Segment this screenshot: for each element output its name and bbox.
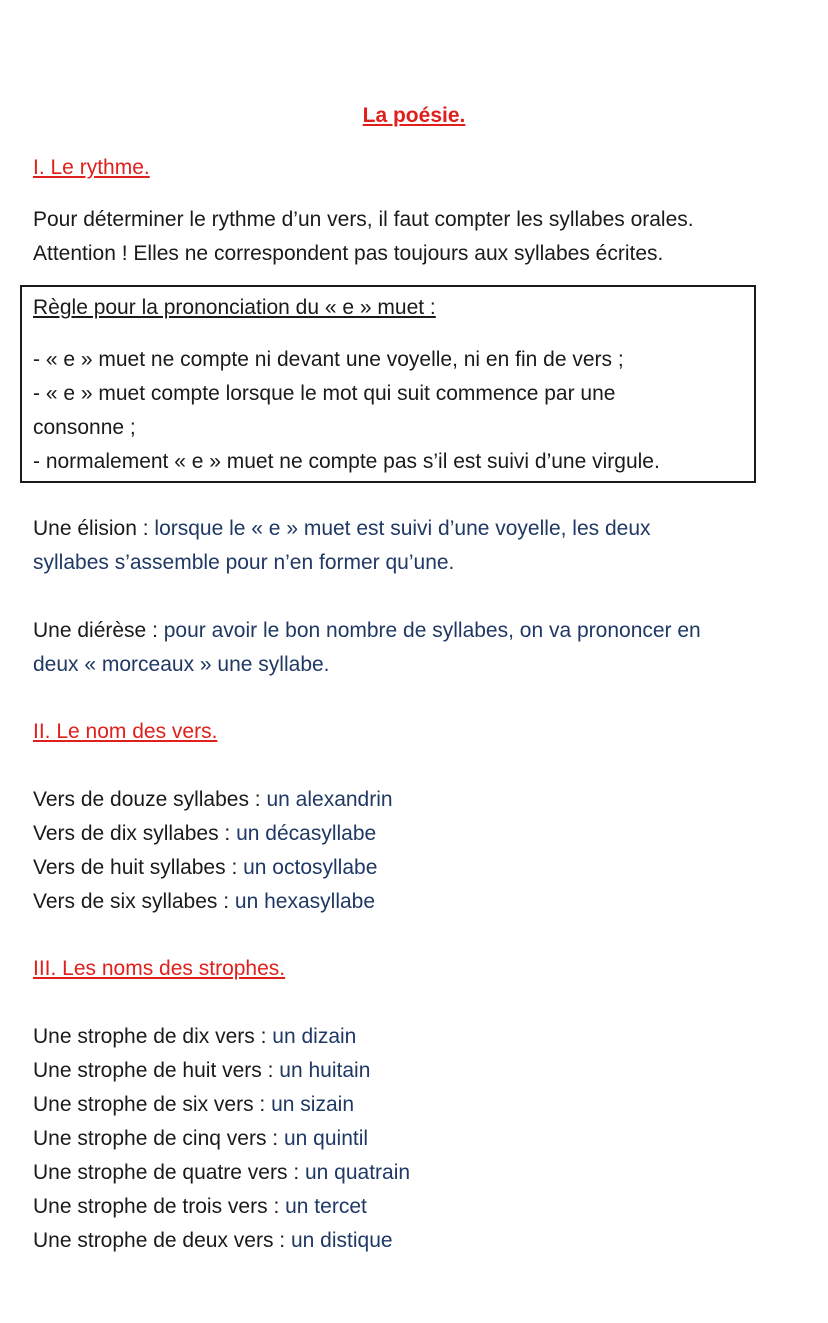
definition-text: deux « morceaux » une syllabe. <box>33 653 330 676</box>
list-item <box>33 1160 410 1186</box>
definition-text: syllabes s’assemble pour n’en former qu’une. <box>33 551 455 574</box>
section-heading-strophes: III. Les noms des strophes. <box>33 957 286 980</box>
item-value: un octosyllabe <box>237 856 378 879</box>
item-label: Vers de six syllabes : <box>33 890 230 913</box>
section-heading-rythme: I. Le rythme. <box>33 156 150 179</box>
item-label: Une strophe de dix vers : <box>33 1025 267 1048</box>
definition-elision <box>33 516 651 542</box>
definition-term: Une élision : <box>33 517 149 540</box>
list-item <box>33 1126 368 1152</box>
list-item <box>33 889 375 915</box>
rule-line: consonne ; <box>33 416 136 439</box>
section-heading-vers: II. Le nom des vers. <box>33 720 218 743</box>
item-label: Vers de douze syllabes : <box>33 788 261 811</box>
item-value: un sizain <box>265 1093 354 1116</box>
rule-title: Règle pour la prononciation du « e » muet : <box>33 296 436 319</box>
definition-dierese <box>33 618 701 644</box>
list-item <box>33 1024 356 1050</box>
item-label: Une strophe de trois vers : <box>33 1195 280 1218</box>
list-item <box>33 855 377 881</box>
list-item <box>33 1194 367 1220</box>
definition-term: Une diérèse : <box>33 619 158 642</box>
definition-text: pour avoir le bon nombre de syllabes, on va prononcer en <box>157 619 701 642</box>
item-label: Vers de huit syllabes : <box>33 856 238 879</box>
rule-line: - « e » muet ne compte ni devant une voyelle, ni en fin de vers ; <box>33 348 624 371</box>
list-item <box>33 821 376 847</box>
item-label: Une strophe de deux vers : <box>33 1229 286 1252</box>
rule-line: - « e » muet compte lorsque le mot qui suit commence par une <box>33 382 616 405</box>
item-label: Une strophe de six vers : <box>33 1093 266 1116</box>
list-item <box>33 1228 393 1254</box>
list-item <box>33 1058 370 1084</box>
item-value: un quatrain <box>299 1161 411 1184</box>
paragraph-line: Attention ! Elles ne correspondent pas toujours aux syllabes écrites. <box>33 242 664 265</box>
item-label: Une strophe de quatre vers : <box>33 1161 300 1184</box>
item-value: un tercet <box>279 1195 367 1218</box>
item-value: un dizain <box>266 1025 357 1048</box>
page-title: La poésie. <box>362 104 466 127</box>
list-item <box>33 787 393 813</box>
item-value: un distique <box>285 1229 393 1252</box>
item-label: Une strophe de huit vers : <box>33 1059 274 1082</box>
item-value: un huitain <box>273 1059 371 1082</box>
rule-line: - normalement « e » muet ne compte pas s’il est suivi d’une virgule. <box>33 450 660 473</box>
definition-text: lorsque le « e » muet est suivi d’une voyelle, les deux <box>148 517 651 540</box>
paragraph-line: Pour déterminer le rythme d’un vers, il faut compter les syllabes orales. <box>33 208 694 231</box>
item-label: Une strophe de cinq vers : <box>33 1127 279 1150</box>
item-value: un alexandrin <box>260 788 393 811</box>
item-value: un quintil <box>278 1127 369 1150</box>
item-value: un hexasyllabe <box>229 890 376 913</box>
list-item <box>33 1092 354 1118</box>
item-label: Vers de dix syllabes : <box>33 822 231 845</box>
item-value: un décasyllabe <box>230 822 377 845</box>
rule-box <box>20 285 756 483</box>
